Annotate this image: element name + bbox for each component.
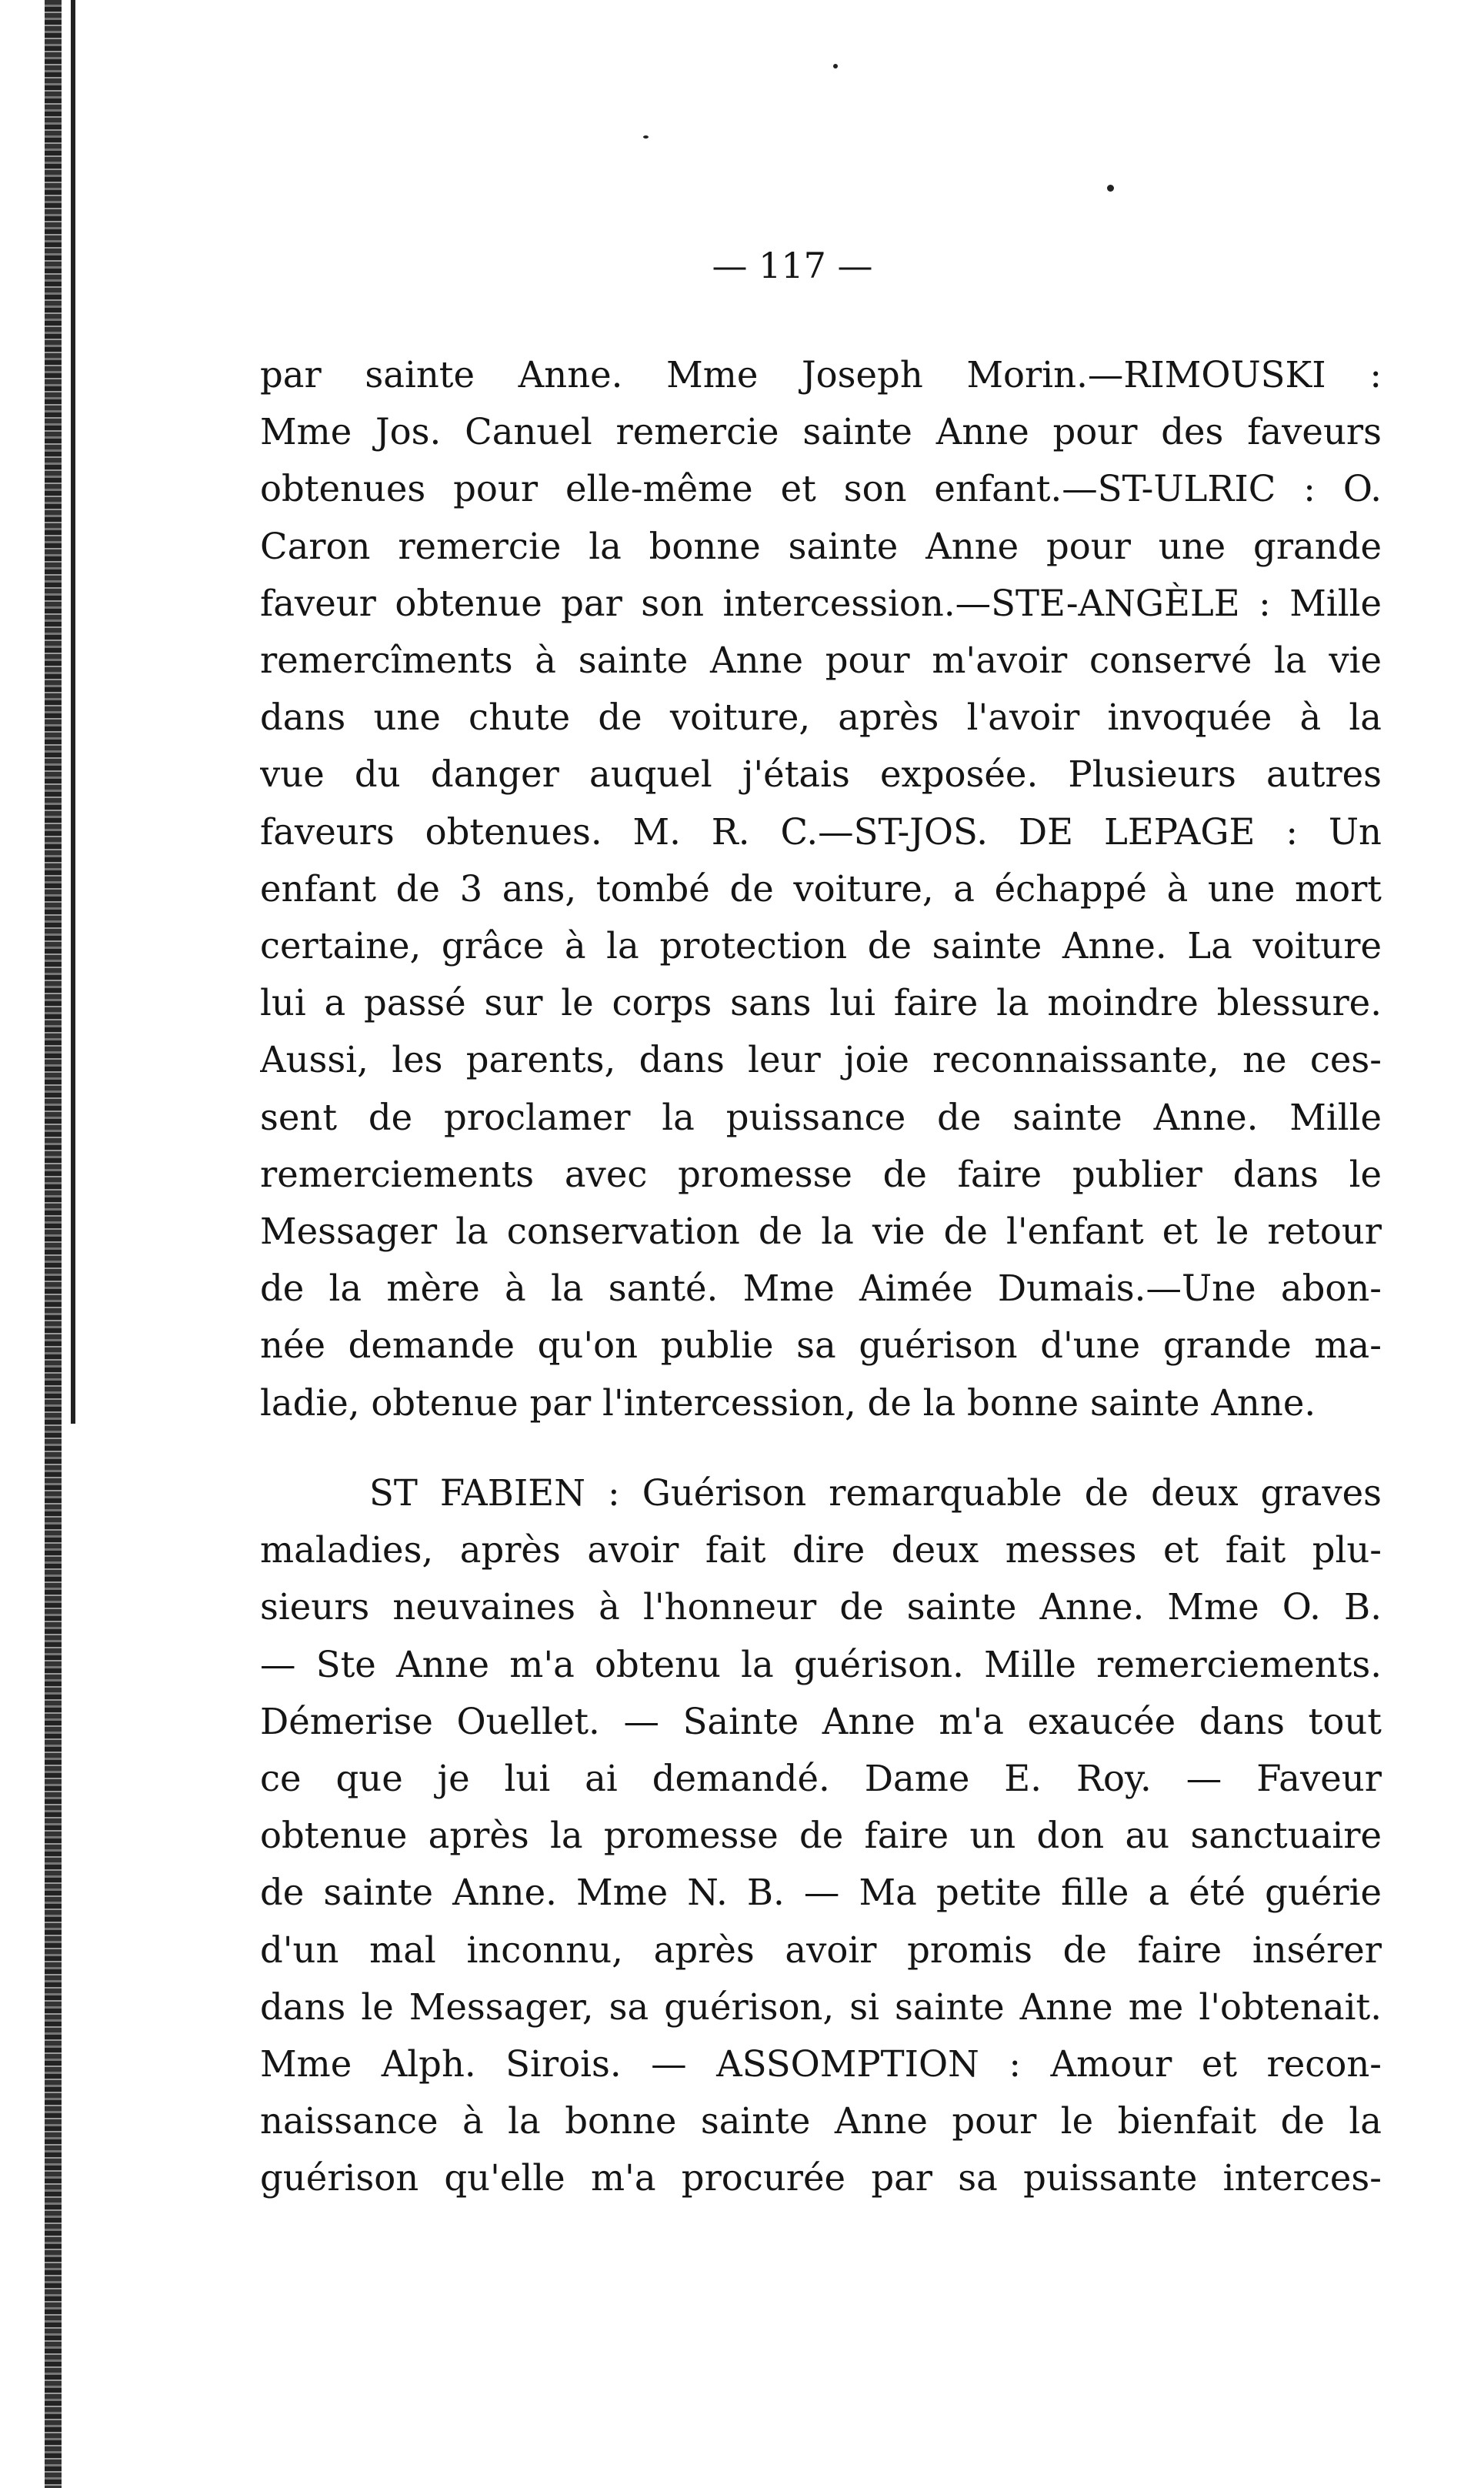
text-line: de sainte Anne. Mme N. B. — Ma petite fille a été guérie bbox=[260, 1872, 1382, 1914]
text-line: ST FABIEN : Guérison remarquable de deux graves bbox=[369, 1472, 1382, 1514]
text-line: obtenues pour elle-même et son enfant.—ST-ULRIC : O. bbox=[260, 468, 1382, 510]
text-line: Mme Jos. Canuel remercie sainte Anne pour des faveurs bbox=[260, 411, 1382, 453]
text-line: naissance à la bonne sainte Anne pour le bienfait de la bbox=[260, 2100, 1382, 2142]
text-line: remercîments à sainte Anne pour m'avoir conservé la vie bbox=[260, 640, 1382, 682]
text-line: lui a passé sur le corps sans lui faire la moindre blessure. bbox=[260, 982, 1382, 1024]
print-speck bbox=[833, 64, 838, 68]
text-line: ladie, obtenue par l'intercession, de la bonne sainte Anne. bbox=[260, 1381, 1316, 1424]
text-line: sieurs neuvaines à l'honneur de sainte Anne. Mme O. B. bbox=[260, 1586, 1382, 1628]
text-line: sent de proclamer la puissance de sainte Anne. Mille bbox=[260, 1096, 1382, 1138]
text-line: certaine, grâce à la protection de sainte Anne. La voiture bbox=[260, 925, 1382, 967]
text-line: guérison qu'elle m'a procurée par sa puissante interces- bbox=[260, 2157, 1382, 2199]
text-line: enfant de 3 ans, tombé de voiture, a échappé à une mort bbox=[260, 867, 1382, 910]
paragraph-2 bbox=[260, 1464, 1382, 2207]
text-line: Messager la conservation de la vie de l'enfant et le retour bbox=[260, 1211, 1382, 1253]
text-line: par sainte Anne. Mme Joseph Morin.—RIMOUSKI : bbox=[260, 354, 1382, 396]
text-line: faveur obtenue par son intercession.—STE-ANGÈLE : Mille bbox=[260, 582, 1382, 624]
paragraph-1 bbox=[260, 346, 1382, 1431]
text-line: ce que je lui ai demandé. Dame E. Roy. — Faveur bbox=[260, 1758, 1382, 1800]
text-line: Démerise Ouellet. — Sainte Anne m'a exaucée dans tout bbox=[260, 1700, 1382, 1742]
text-line: maladies, après avoir fait dire deux messes et fait plu- bbox=[260, 1529, 1382, 1571]
text-line: — Ste Anne m'a obtenu la guérison. Mille remerciements. bbox=[260, 1643, 1382, 1685]
text-line: vue du danger auquel j'étais exposée. Plusieurs autres bbox=[260, 753, 1382, 796]
text-line: née demande qu'on publie sa guérison d'une grande ma- bbox=[260, 1324, 1382, 1367]
print-speck bbox=[643, 135, 649, 139]
text-line: dans le Messager, sa guérison, si sainte Anne me l'obtenait. bbox=[260, 1985, 1382, 2028]
text-line: dans une chute de voiture, après l'avoir invoquée à la bbox=[260, 696, 1382, 739]
text-line: obtenue après la promesse de faire un don au sanctuaire bbox=[260, 1815, 1382, 1857]
text-line: de la mère à la santé. Mme Aimée Dumais.—Une abon- bbox=[260, 1267, 1382, 1310]
text-line: Aussi, les parents, dans leur joie reconnaissante, ne ces- bbox=[260, 1039, 1382, 1081]
page-number: — 117 — bbox=[712, 245, 873, 286]
text-line: Mme Alph. Sirois. — ASSOMPTION : Amour et recon- bbox=[260, 2043, 1382, 2086]
text-line: faveurs obtenues. M. R. C.—ST-JOS. DE LEPAGE : Un bbox=[260, 810, 1382, 853]
page-binding-edge bbox=[45, 0, 62, 2488]
text-line: d'un mal inconnu, après avoir promis de faire insérer bbox=[260, 1929, 1382, 1971]
page-binding-shadow bbox=[71, 0, 75, 1424]
text-line: Caron remercie la bonne sainte Anne pour une grande bbox=[260, 525, 1382, 567]
print-speck bbox=[1107, 185, 1114, 192]
text-line: remerciements avec promesse de faire publier dans le bbox=[260, 1153, 1382, 1195]
